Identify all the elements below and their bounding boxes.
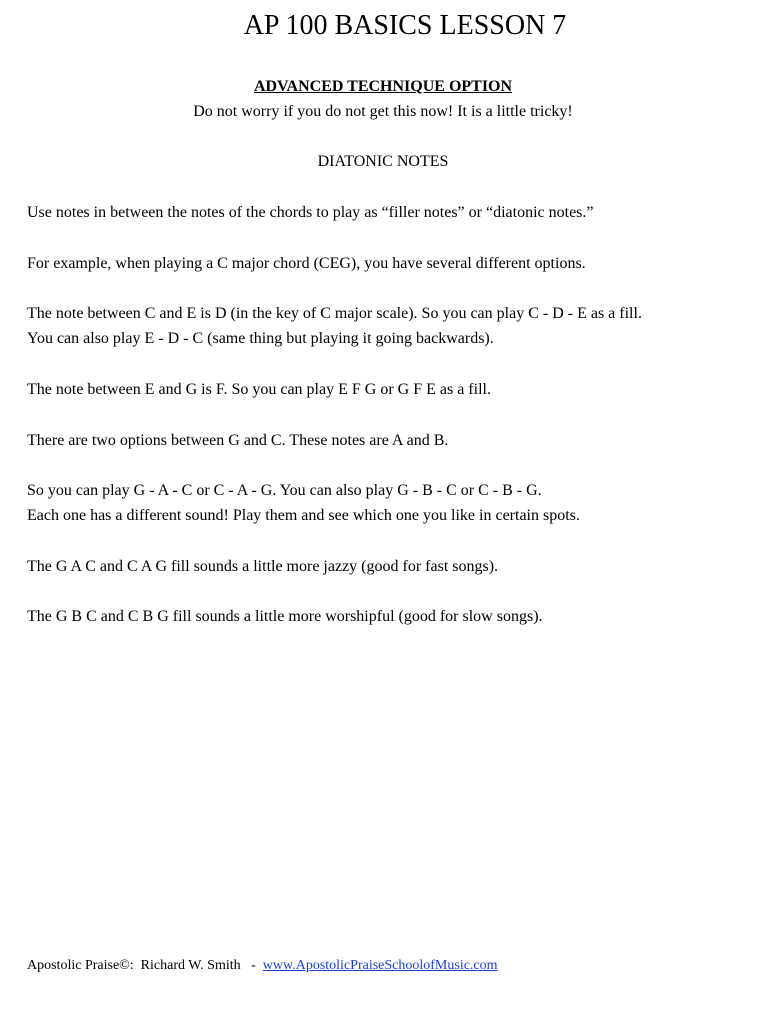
paragraph-options <box>27 478 580 528</box>
subtitle: Do not worry if you do not get this now! It is a little tricky! <box>193 103 573 120</box>
paragraph-worshipful <box>27 604 543 629</box>
paragraph-line: There are two options between G and C. These notes are A and B. <box>27 432 449 449</box>
paragraph-line: You can also play E - D - C (same thing but playing it going backwards). <box>27 330 494 347</box>
paragraph-line: Each one has a different sound! Play them and see which one you like in certain spots. <box>27 507 580 524</box>
topic-heading: DIATONIC NOTES <box>317 153 449 170</box>
paragraph-line: The note between C and E is D (in the key of C major scale). So you can play C - D - E as a fill. <box>27 305 642 322</box>
paragraph-intro <box>27 200 594 225</box>
footer-copyright: Apostolic Praise©: Richard W. Smith - <box>27 958 263 973</box>
paragraph-example <box>27 251 586 276</box>
paragraph-line: Use notes in between the notes of the chords to play as “filler notes” or “diatonic notes.” <box>27 204 594 221</box>
paragraph-line: The note between E and G is F. So you can play E F G or G F E as a fill. <box>27 381 491 398</box>
paragraph-e-to-g <box>27 377 491 402</box>
paragraph-jazzy <box>27 554 498 579</box>
paragraph-line: For example, when playing a C major chord (CEG), you have several different options. <box>27 255 586 272</box>
paragraph-c-to-e <box>27 301 642 351</box>
page-title: AP 100 BASICS LESSON 7 <box>243 10 567 41</box>
paragraph-line: The G A C and C A G fill sounds a little more jazzy (good for fast songs). <box>27 558 499 575</box>
section-heading: ADVANCED TECHNIQUE OPTION <box>253 78 513 95</box>
paragraph-line: So you can play G - A - C or C - A - G. You can also play G - B - C or C - B - G. <box>27 482 542 499</box>
paragraph-line: The G B C and C B G fill sounds a little more worshipful (good for slow songs). <box>27 608 543 625</box>
paragraph-g-to-c <box>27 428 448 453</box>
footer <box>27 956 498 976</box>
footer-website-link[interactable]: www.ApostolicPraiseSchoolofMusic.com <box>262 958 498 973</box>
